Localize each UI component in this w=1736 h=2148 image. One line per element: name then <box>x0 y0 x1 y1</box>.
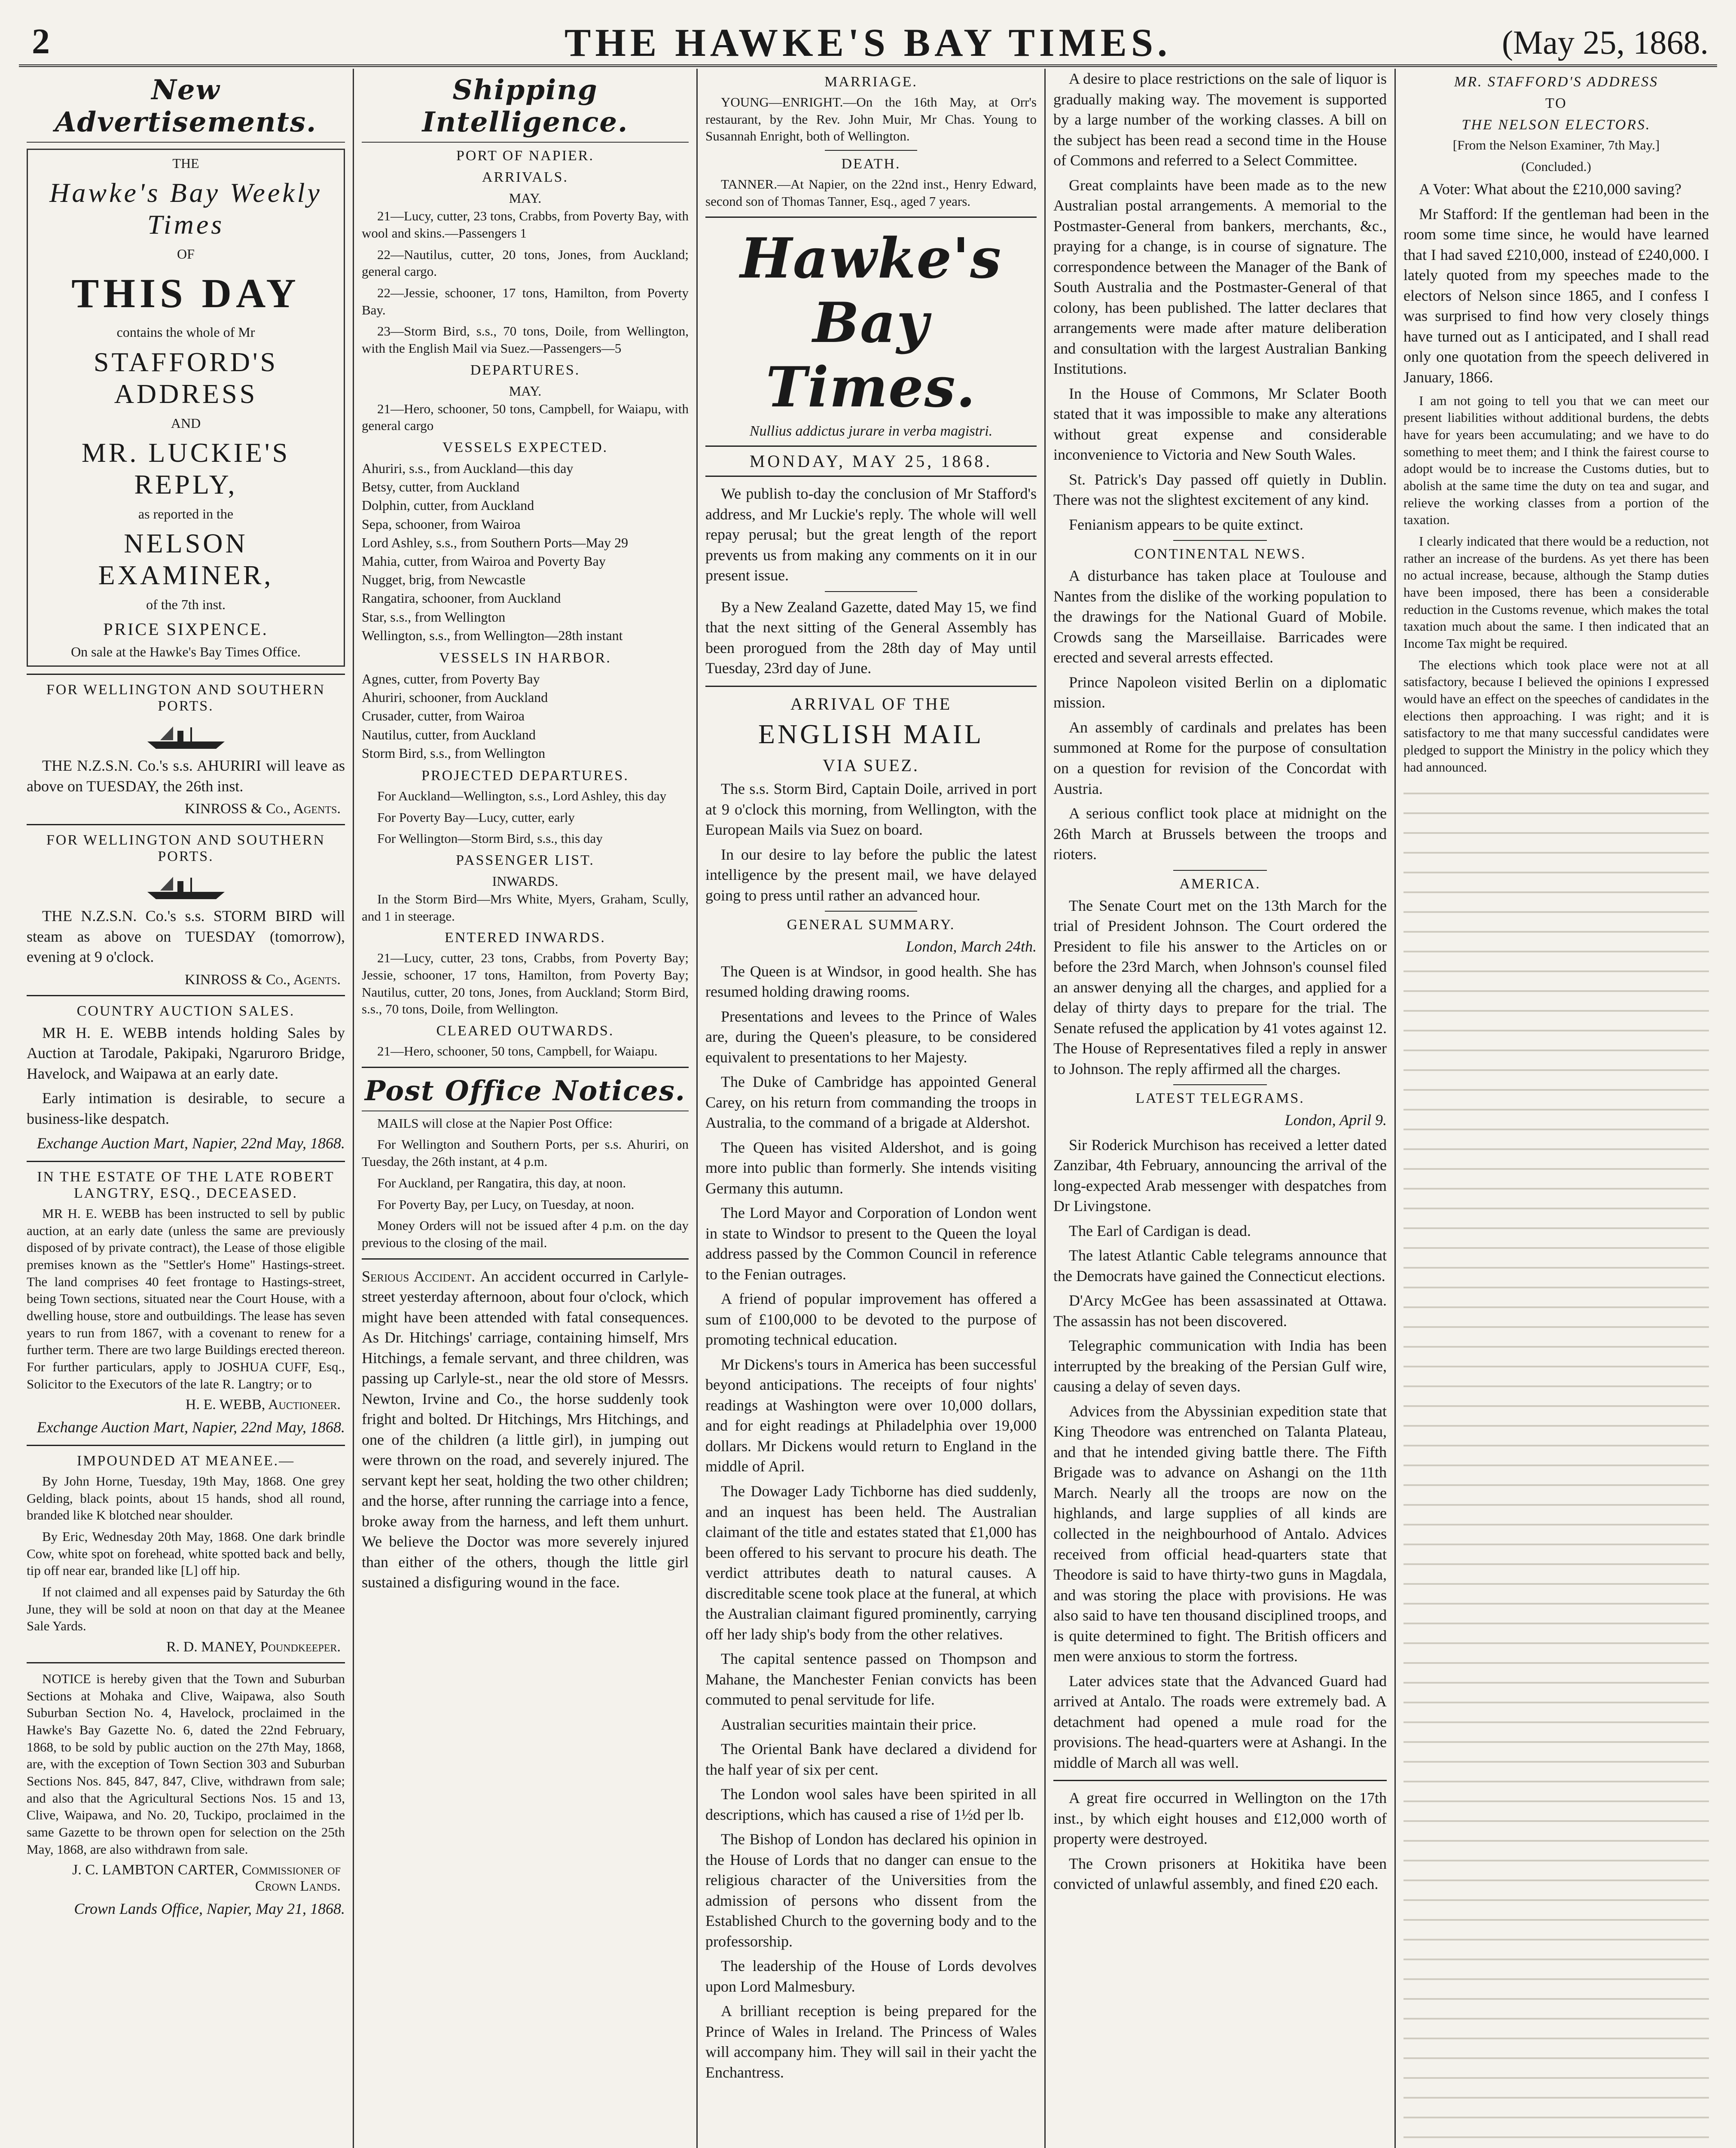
dateline: London, April 9. <box>1284 1111 1387 1129</box>
projected-entry: For Auckland—Wellington, s.s., Lord Ashley, this day <box>377 788 667 803</box>
article-body <box>362 1266 689 1593</box>
entered-entry: 21—Lucy, cutter, 23 tons, Crabbs, from Poverty Bay; Jessie, schooner, 17 tons, Hamilton, from Poverty Bay; Nautilus, cutter, 20 tons, Jones, from Auckland; Storm Bird, s.s., 70 tons, Doile, from Wellington. <box>362 950 689 1017</box>
divider <box>27 1662 345 1663</box>
expected-entry: Nugget, brig, from Newcastle <box>362 572 526 588</box>
mail-heading: VIA SUEZ. <box>823 756 919 775</box>
sub-date: MAY. <box>509 383 542 399</box>
article-paragraph: A disturbance has taken place at Toulouse and Nantes from the dislike of the working population to the drawings for the National Guard of Mobile. Crowds sang the Marseillaise. Barricades were erected and several arrests effected. <box>1053 567 1387 666</box>
divider <box>27 995 345 996</box>
steamship-icon <box>143 868 229 903</box>
expected-entry: Rangatira, schooner, from Auckland <box>362 590 561 606</box>
sub-heading: DEPARTURES. <box>470 362 580 378</box>
notice-heading: DEATH. <box>841 156 901 172</box>
notice-body: YOUNG—ENRIGHT.—On the 16th May, at Orr's restaurant, by the Rev. John Muir, Mr Chas. Young to Susannah Enright, both of Wellington. <box>705 95 1037 144</box>
article-paragraph: In the House of Commons, Mr Sclater Booth stated that it was impossible to make any alterations without great expense and considerable inconvenience to Victoria and New South Wales. <box>1053 384 1387 464</box>
masthead <box>19 17 1717 67</box>
article-lead: Serious Accident. <box>362 1267 476 1285</box>
ad-heading: COUNTRY AUCTION SALES. <box>76 1003 295 1019</box>
sub-date: MAY. <box>509 190 542 206</box>
article-paragraph: Australian securities maintain their price. <box>721 1715 976 1733</box>
sub-heading: AMERICA. <box>1179 876 1261 892</box>
article-text: An accident occurred in Carlyle-street yesterday afternoon, about four o'clock, which might have been attended with fatal consequences. As Dr. Hitchings' carriage, containing himself, Mrs Hitchings, a female servant, and three children, was passing up Carlyle-st., near the old store of Messrs. Newton, Irvine and Co., the horse suddenly took fright and bolted. Dr Hitchings, Mrs Hitchings, and one of the children (a little girl), in jumping out were thrown on the road, and severely injured. The servant kept her seat, holding the two other children; and the horse, after running the carriage into a fence, broke away from the harness, and left them unhurt. We believe the Doctor was more severely injured than either of the others, though the little girl sustained a disfiguring wound in the face. <box>362 1267 689 1591</box>
harbor-entry: Crusader, cutter, from Wairoa <box>362 708 525 724</box>
article-paragraph: The latest Atlantic Cable telegrams announce that the Democrats have gained the Connecticut elections. <box>1053 1247 1387 1285</box>
expected-entry: Betsy, cutter, from Auckland <box>362 479 520 495</box>
article-paragraph: The London wool sales have been spirited in all descriptions, which has caused a rise of 1½d per lb. <box>705 1785 1037 1823</box>
sub-heading: VESSELS EXPECTED. <box>442 439 608 456</box>
expected-entry: Dolphin, cutter, from Auckland <box>362 497 534 513</box>
ad-title: STAFFORD'S ADDRESS <box>93 346 278 409</box>
harbor-entry: Ahuriri, schooner, from Auckland <box>362 690 548 705</box>
passenger-entry: In the Storm Bird—Mrs White, Myers, Graham, Scully, and 1 in steerage. <box>362 891 689 924</box>
mail-heading: ARRIVAL OF THE <box>790 694 952 714</box>
arrival-entry: 23—Storm Bird, s.s., 70 tons, Doile, from Wellington, with the English Mail via Suez.—Passengers—5 <box>362 323 689 356</box>
divider <box>825 911 918 912</box>
section-heading: Shipping Intelligence. <box>362 74 689 143</box>
article-paragraph: A desire to place restrictions on the sale of liquor is gradually making way. The movement is supported by a large number of the working classes. A bill on the subject has been read a second time in the House of Commons and referred to a Select Committee. <box>1053 70 1387 169</box>
article-paragraph: Sir Roderick Murchison has received a letter dated Zanzibar, 4th February, announcing the arrival of the long-expected Arab messenger with despatches from Dr Livingstone. <box>1053 1136 1387 1215</box>
ad-body: By Eric, Wednesday 20th May, 1868. One dark brindle Cow, white spot on forehead, white spotted back and belly, tip off near ear, branded like [L] off hip. <box>27 1529 345 1578</box>
leader-paragraph: By a New Zealand Gazette, dated May 15, we find that the next sitting of the General Assembly has been prorogued from the 28th day of May until Tuesday, 23rd day of June. <box>705 598 1037 677</box>
ad-body: THE N.Z.S.N. Co.'s s.s. STORM BIRD will steam as above on TUESDAY (tomorrow), evening at 9 o'clock. <box>27 907 345 966</box>
paper-motto: Nullius addictus jurare in verba magistri. <box>749 423 993 439</box>
article-paragraph: The elections which took place were not at all satisfactory, because I believed the opinions I expressed would have an effect on the speeches of candidates in the elections then approaching. I was right; and it is satisfactory to me that many successful candidates were pledged to support the Ministry in the policy which they had announced. <box>1403 657 1709 775</box>
column-4 <box>1046 69 1396 2148</box>
ad-agent: KINROSS & Co., Agents. <box>185 971 341 988</box>
paper-nameplate: Hawke's Bay Times. <box>740 226 1002 420</box>
sub-heading: LATEST TELEGRAMS. <box>1135 1090 1305 1107</box>
dateline: London, March 24th. <box>906 938 1037 955</box>
ad-heading: FOR WELLINGTON AND SOUTHERN PORTS. <box>46 682 326 714</box>
expected-entry: Sepa, schooner, from Wairoa <box>362 516 521 532</box>
article-paragraph: A Voter: What about the £210,000 saving? <box>1419 180 1681 198</box>
ad-body: NOTICE is hereby given that the Town and Suburban Sections at Mohaka and Clive, Waipawa, also South Suburban Section No. 4, Havelock, proclaimed in the Hawke's Bay Gazette No. 6, dated the 22nd February, 1868, to be sold by public auction on the 27th May, 1868, are, with the exception of Town Section 303 and Suburban Sections Nos. 845, 847, 847, Clive, withdrawn from sale; and also that the Agricultural Sections Nos. 15 and 13, Clive, Waipawa, and No. 20, Tuckipo, proclaimed in the same Gazette to be thrown open for selection on the 25th May, 1868, are also withdrawn from sale. <box>27 1671 345 1857</box>
article-heading: THE NELSON ELECTORS. <box>1461 117 1651 133</box>
ad-body: MR H. E. WEBB intends holding Sales by Auction at Tarodale, Pakipaki, Ngaruroro Bridge, Havelock, and Waipawa at an early date. <box>27 1024 345 1082</box>
sub-heading: CLEARED OUTWARDS. <box>436 1023 614 1039</box>
post-notice: For Poverty Bay, per Lucy, on Tuesday, at noon. <box>377 1196 635 1212</box>
article-paragraph: Presentations and levees to the Prince of Wales are, during the Queen's pleasure, to be considered equivalent to presentations to her Majesty. <box>705 1007 1037 1066</box>
column-3 <box>698 69 1046 2148</box>
notice-heading: MARRIAGE. <box>824 74 918 90</box>
post-notice: For Wellington and Southern Ports, per s.s. Ahuriri, on Tuesday, the 26th instant, at 4 p.m. <box>362 1137 689 1169</box>
ad-agent: J. C. LAMBTON CARTER, Commissioner of Crown Lands. <box>72 1862 341 1895</box>
article-heading: MR. STAFFORD'S ADDRESS <box>1454 74 1659 90</box>
harbor-entry: Storm Bird, s.s., from Wellington <box>362 745 546 761</box>
article-paragraph: Telegraphic communication with India has been interrupted by the breaking of the Persian Gulf wire, causing a delay of seven days. <box>1053 1337 1387 1395</box>
sub-heading: PASSENGER LIST. <box>456 852 595 868</box>
article-paragraph: A great fire occurred in Wellington on the 17th inst., by which eight houses and £12,000 worth of property were destroyed. <box>1053 1789 1387 1848</box>
article-paragraph: Mr Dickens's tours in America has been successful beyond anticipations. The receipts of four nights' readings at Washington were over 10,000 dollars, and for eight readings at Philadelphia over 19,000 dollars. Mr Dickens would return to England in the middle of April. <box>705 1355 1037 1475</box>
steamship-icon <box>143 718 229 752</box>
expected-entry: Mahia, cutter, from Wairoa and Poverty Bay <box>362 553 606 569</box>
article-paragraph: The Queen is at Windsor, in good health. She has resumed holding drawing rooms. <box>705 962 1037 1001</box>
divider <box>705 217 1037 218</box>
expected-entry: Ahuriri, s.s., from Auckland—this day <box>362 461 574 476</box>
arrival-entry: 22—Nautilus, cutter, 20 tons, Jones, from Auckland; general cargo. <box>362 247 689 279</box>
column-2 <box>354 69 698 2148</box>
article-paragraph: An assembly of cardinals and prelates has been summoned at Rome for the purpose of consultation on a question for revision of the Concordat with Austria. <box>1053 718 1387 797</box>
ad-heading: IN THE ESTATE OF THE LATE ROBERT LANGTRY, ESQ., DECEASED. <box>37 1169 335 1201</box>
harbor-entry: Nautilus, cutter, from Auckland <box>362 726 536 742</box>
sub-heading: PROJECTED DEPARTURES. <box>421 767 629 784</box>
article-paragraph: Fenianism appears to be quite extinct. <box>1069 516 1303 533</box>
article-source: [From the Nelson Examiner, 7th May.] <box>1452 137 1660 153</box>
ad-line: as reported in the <box>138 506 234 522</box>
article-paragraph: A serious conflict took place at midnight on the 26th March at Brussels between the troops and rioters. <box>1053 805 1387 863</box>
arrival-entry: 22—Jessie, schooner, 17 tons, Hamilton, from Poverty Bay. <box>362 285 689 317</box>
ad-body: MR H. E. WEBB has been instructed to sell by public auction, at an early date (unless the same are previously disposed of by private contract), the Lease of those eligible premises known as the "Settler's Home" Hastings-street. The land comprises 40 feet frontage to Hastings-street, being Town sections, situated near the Court House, with a dwelling house, store and outbuildings. The lease has seven years to run from 1867, with a covenant to renew for a further term. There are two large Buildings erected thereon. For further particulars, apply to JOSHUA CUFF, Esq., Solicitor to the Executors of the late R. Langtry; or to <box>27 1205 345 1391</box>
ad-heading: FOR WELLINGTON AND SOUTHERN PORTS. <box>46 832 326 865</box>
ad-price: PRICE SIXPENCE. <box>103 619 268 639</box>
weekly-times-ad <box>27 149 345 667</box>
ad-place: Exchange Auction Mart, Napier, 22nd May, 1868. <box>37 1419 345 1436</box>
ad-line: of the 7th inst. <box>146 596 226 612</box>
article-paragraph: The Crown prisoners at Hokitika have been convicted of unlawful assembly, and fined £20 each. <box>1053 1855 1387 1893</box>
article-paragraph: The Dowager Lady Tichborne has died suddenly, and an inquest has been held. The Australian claimant of the title and estates stated that £1,000 has been offered to his servant to procure his death. The verdict attributes death to natural causes. A discreditable scene took place at the funeral, at which the Australian claimant figured prominently, carrying off her lady ship's body from the other relatives. <box>705 1482 1037 1643</box>
departure-entry: 21—Hero, schooner, 50 tons, Campbell, for Waiapu, with general cargo <box>362 401 689 433</box>
article-paragraph: The Earl of Cardigan is dead. <box>1069 1222 1251 1239</box>
ad-body: Early intimation is desirable, to secure a business-like despatch. <box>27 1089 345 1127</box>
ad-agent: R. D. MANEY, Poundkeeper. <box>166 1638 341 1655</box>
divider <box>705 686 1037 687</box>
article-paragraph: Mr Stafford: If the gentleman had been in the room some time since, he would have learned that I had saved £210,000, instead of £240,000. I lately quoted from my speeches made to the electors of Nelson since 1865, and I confess I was surprised to find how very closely things have turned out as I anticipated, and I shall read only one quotation from the speech delivered in January, 1866. <box>1403 205 1709 386</box>
leader-paragraph: We publish to-day the conclusion of Mr Stafford's address, and Mr Luckie's reply. The whole will well repay perusal; but the great length of the report prevents us from making any comments on it in our present issue. <box>705 485 1037 584</box>
illegible-text-block <box>1403 780 1709 2148</box>
divider <box>27 1445 345 1446</box>
article-paragraph: I am not going to tell you that we can meet our present liabilities without additional burdens, the debts have for years been accumulating; and we have to do something to meet them; and I think the fairest course to adopt would be to increase the Customs duties, but to abolish at the same time the duty on tea and sugar, and relieve the working classes from a portion of the taxation. <box>1403 393 1709 528</box>
ad-line: OF <box>177 246 195 262</box>
divider <box>27 1161 345 1162</box>
page-number: 2 <box>32 21 50 61</box>
sub-heading: ENTERED INWARDS. <box>445 930 606 946</box>
article-paragraph: A brilliant reception is being prepared for the Prince of Wales in Ireland. The Princess of Wales will accompany him. They will sail in their yacht the Enchantress. <box>705 2002 1037 2081</box>
article-paragraph: The Queen has visited Aldershot, and is going more into public than formerly. She intends visiting Germany this autumn. <box>705 1138 1037 1197</box>
sub-date: INWARDS. <box>492 873 558 889</box>
ad-body: By John Horne, Tuesday, 19th May, 1868. One grey Gelding, black points, about 15 hands, shod all round, branded like K blotched near shoulder. <box>27 1473 345 1523</box>
sub-heading: CONTINENTAL NEWS. <box>1134 546 1306 562</box>
article-paragraph: Later advices state that the Advanced Guard had arrived at Antalo. The roads were extremely bad. A detachment had opened a mule road for the provisions. The head-quarters were at Ashangi. In the middle of March all was well. <box>1053 1672 1387 1771</box>
mail-heading-main: ENGLISH MAIL <box>758 719 984 749</box>
ad-body: THE N.Z.S.N. Co.'s s.s. AHURIRI will leave as above on TUESDAY, the 26th inst. <box>27 757 345 795</box>
section-heading: Post Office Notices. <box>362 1075 689 1111</box>
divider <box>825 591 918 592</box>
sub-heading: VESSELS IN HARBOR. <box>439 650 611 666</box>
issue-date: (May 25, 1868. <box>1502 24 1709 61</box>
article-heading: TO <box>1545 95 1567 111</box>
article-paragraph: The leadership of the House of Lords devolves upon Lord Malmesbury. <box>705 1957 1037 1995</box>
divider <box>27 824 345 825</box>
divider <box>1173 1084 1266 1085</box>
arrival-entry: 21—Lucy, cutter, 23 tons, Crabbs, from Poverty Bay, with wool and skins.—Passengers 1 <box>362 208 689 241</box>
divider <box>825 150 918 151</box>
article-paragraph: The Senate Court met on the 13th March for the trial of President Johnson. The Court ordered the President to file his answer to the Articles on or before the 23rd March, when Johnson's counsel filed an answer denying all the charges, and applied for a delay of thirty days to prepare for the trial. The Senate refused the application by 41 votes against 12. The House of Representatives filed a reply in answer to Johnson. The reply affirmed all the charges. <box>1053 897 1387 1077</box>
article-paragraph: D'Arcy McGee has been assassinated at Ottawa. The assassin has not been discovered. <box>1053 1292 1387 1330</box>
article-paragraph: St. Patrick's Day passed off quietly in Dublin. There was not the slightest excitement of any kind. <box>1053 470 1387 509</box>
divider <box>1053 1780 1387 1781</box>
projected-entry: For Poverty Bay—Lucy, cutter, early <box>377 809 575 825</box>
ad-line: contains the whole of Mr <box>116 324 255 340</box>
cleared-entry: 21—Hero, schooner, 50 tons, Campbell, for Waiapu. <box>377 1043 658 1059</box>
post-notice: MAILS will close at the Napier Post Office: <box>377 1115 613 1131</box>
article-paragraph: The Oriental Bank have declared a dividend for the half year of six per cent. <box>705 1740 1037 1778</box>
article-paragraph: The s.s. Storm Bird, Captain Doile, arrived in port at 9 o'clock this morning, from Wellington, with the European Mails via Suez on board. <box>705 780 1037 839</box>
post-notice: For Auckland, per Rangatira, this day, at noon. <box>377 1175 626 1190</box>
sub-heading: GENERAL SUMMARY. <box>787 917 955 933</box>
ad-line: THE <box>172 156 199 171</box>
port-heading: PORT OF NAPIER. <box>456 148 594 164</box>
ad-line: On sale at the Hawke's Bay Times Office. <box>71 644 301 660</box>
article-paragraph: The capital sentence passed on Thompson and Mahane, the Manchester Fenian convicts has been commuted to penal servitude for life. <box>705 1650 1037 1709</box>
article-paragraph: I clearly indicated that there would be a reduction, not rather an increase of the burdens. As yet there has been no actual increase, because, although the Stamp duties have been imposed, there has been a considerable reduction in the Customs revenue, which makes the total taxation much about the same. I then indicated that an Income Tax might be required. <box>1403 533 1709 651</box>
article-paragraph: A friend of popular improvement has offered a sum of £100,000 to be devoted to the purpose of promoting technical education. <box>705 1290 1037 1349</box>
ad-title: Hawke's Bay Weekly Times <box>49 177 322 240</box>
projected-entry: For Wellington—Storm Bird, s.s., this day <box>377 831 603 846</box>
article-paragraph: Great complaints have been made as to the new Australian postal arrangements. A memorial to the Postmaster-General from bankers, merchants, &c., praying for a change, is in course of signature. The correspondence between the Manager of the Bank of South Australia and the Postmaster-General of that colony, has been published. The latter declares that arrangements were made after mature deliberation and consultation with the largest Australian Banking Institutions. <box>1053 176 1387 378</box>
column-1 <box>19 69 354 2148</box>
ad-line: AND <box>171 415 201 431</box>
article-paragraph: The Lord Mayor and Corporation of London went in state to Windsor to present to the Queen the loyal address passed by the Common Council in reference to the Fenian outrages. <box>705 1204 1037 1283</box>
ad-title: THIS DAY <box>71 270 300 317</box>
ad-place: Crown Lands Office, Napier, May 21, 1868. <box>74 1900 345 1918</box>
notice-body: TANNER.—At Napier, on the 22nd inst., Henry Edward, second son of Thomas Tanner, Esq., aged 7 years. <box>705 177 1037 209</box>
article-paragraph: The Bishop of London has declared his opinion in the House of Lords that no danger can ensue to the religious character of the Universities from the admission of persons who dissent from the Established Church to the governing body and to the professorship. <box>705 1831 1037 1950</box>
post-notice: Money Orders will not be issued after 4 p.m. on the day previous to the closing of the mail. <box>362 1218 689 1250</box>
ad-body: If not claimed and all expenses paid by Saturday the 6th June, they will be sold at noon on that day at the Meanee Sale Yards. <box>27 1584 345 1634</box>
expected-entry: Star, s.s., from Wellington <box>362 609 506 625</box>
divider <box>1173 540 1266 541</box>
article-paragraph: Prince Napoleon visited Berlin on a diplomatic mission. <box>1053 673 1387 711</box>
paper-title: THE HAWKE'S BAY TIMES. <box>564 21 1172 64</box>
expected-entry: Wellington, s.s., from Wellington—28th instant <box>362 627 623 643</box>
expected-entry: Lord Ashley, s.s., from Southern Ports—May 29 <box>362 534 628 550</box>
divider <box>1173 870 1266 871</box>
ad-title: MR. LUCKIE'S REPLY, <box>81 437 290 500</box>
article-paragraph: In our desire to lay before the public the latest intelligence by the present mail, we have delayed going to press until rather an advanced hour. <box>705 845 1037 904</box>
columns <box>19 69 1717 2148</box>
ad-agent: H. E. WEBB, Auctioneer. <box>185 1397 341 1413</box>
article-paragraph: Advices from the Abyssinian expedition state that King Theodore was entrenched on Talanta Plateau, and that he intended giving battle there. The Fifth Brigade was to advance on Ashangi on the 11th March. Nearly all the troops are now on the highlands, and large supplies of all kinds are collected in the neighbourhood of Antalo. Advices received from official head-quarters state that Theodore is said to have thirty-two guns in Magdala, and was storing the place with provisions. He was also said to have ten thousand disciplined troops, and is quite determined to fight. The British officers and men were anxious to storm the fortress. <box>1053 1402 1387 1665</box>
ad-place: Exchange Auction Mart, Napier, 22nd May, 1868. <box>37 1135 345 1152</box>
section-heading: New Advertisements. <box>27 74 345 143</box>
article-paragraph: The Duke of Cambridge has appointed General Carey, on his return from commanding the troops in Australia, to the command of a brigade at Aldershot. <box>705 1073 1037 1132</box>
article-continued: (Concluded.) <box>1521 159 1591 174</box>
divider <box>362 1258 689 1260</box>
column-5 <box>1396 69 1717 2148</box>
divider <box>27 674 345 675</box>
divider <box>362 1067 689 1068</box>
ad-agent: KINROSS & Co., Agents. <box>185 801 341 817</box>
issue-dateline: MONDAY, MAY 25, 1868. <box>705 445 1037 477</box>
ad-heading: IMPOUNDED AT MEANEE.— <box>76 1452 295 1469</box>
ad-title: NELSON EXAMINER, <box>98 528 274 590</box>
harbor-entry: Agnes, cutter, from Poverty Bay <box>362 671 540 687</box>
sub-heading: ARRIVALS. <box>482 169 569 185</box>
